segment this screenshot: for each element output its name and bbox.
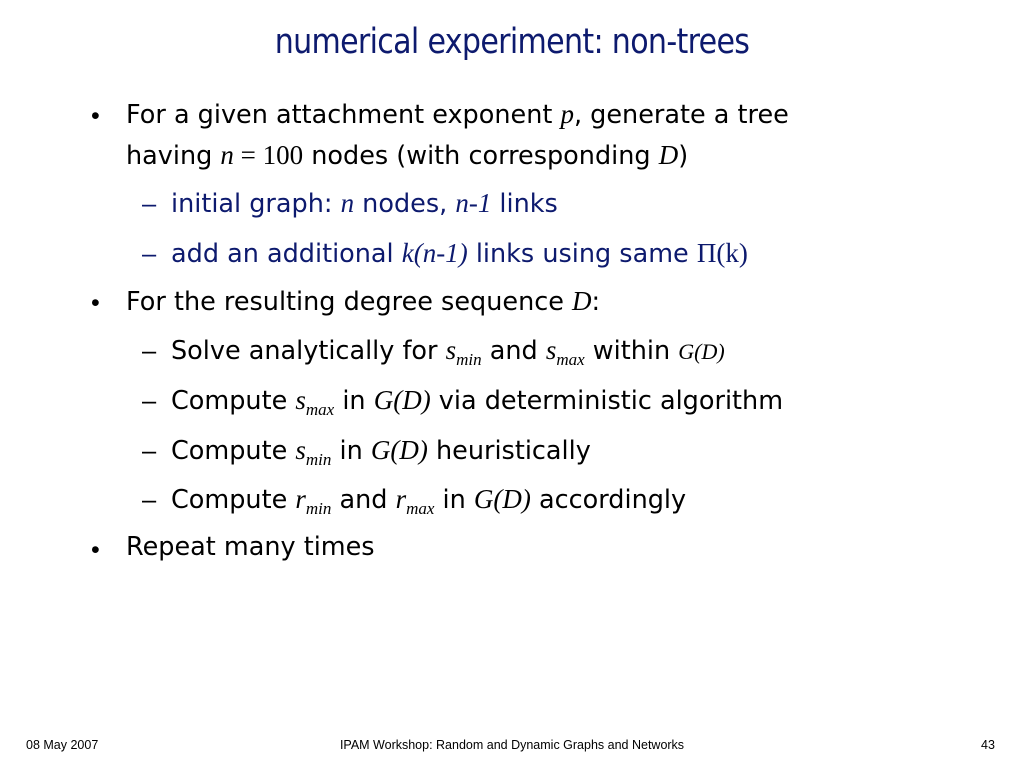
dash-marker: – xyxy=(142,240,157,268)
sub-bullet-solve: Solve analytically for $s_{min}$ and $s_{max}$ within G(D) xyxy=(171,335,725,369)
dash-marker: – xyxy=(142,190,157,218)
sub-bullet-additional-links: add an additional k(n-1) links using same Π(k) xyxy=(171,238,748,269)
footer-event: IPAM Workshop: Random and Dynamic Graphs and Networks xyxy=(339,738,685,752)
dash-marker: – xyxy=(142,337,157,365)
bullet-2: For the resulting degree sequence D: xyxy=(126,286,601,317)
sub-bullet-compute-smax: Compute $s_{max}$ in G(D) via deterministic algorithm xyxy=(171,385,784,419)
dash-marker: – xyxy=(142,486,157,514)
bullet-marker: • xyxy=(91,289,100,317)
slide-title: numerical experiment: non-trees xyxy=(274,22,750,62)
bullet-marker: • xyxy=(91,536,100,564)
footer-date: 08 May 2007 xyxy=(26,738,99,752)
sub-bullet-compute-smin: Compute $s_{min}$ in G(D) heuristically xyxy=(171,435,591,469)
sub-bullet-initial-graph: initial graph: n nodes, n-1 links xyxy=(171,188,558,219)
sub-bullet-compute-r: Compute $r_{min}$ and $r_{max}$ in G(D) accordingly xyxy=(171,484,687,518)
bullet-3: Repeat many times xyxy=(126,532,375,562)
footer-page-number: 43 xyxy=(981,738,995,752)
dash-marker: – xyxy=(142,437,157,465)
bullet-marker: • xyxy=(91,102,100,130)
dash-marker: – xyxy=(142,387,157,415)
bullet-1-line-2: having n = 100 nodes (with corresponding D) xyxy=(126,140,689,171)
bullet-1-line-1: For a given attachment exponent p, generate a tree xyxy=(126,99,789,130)
